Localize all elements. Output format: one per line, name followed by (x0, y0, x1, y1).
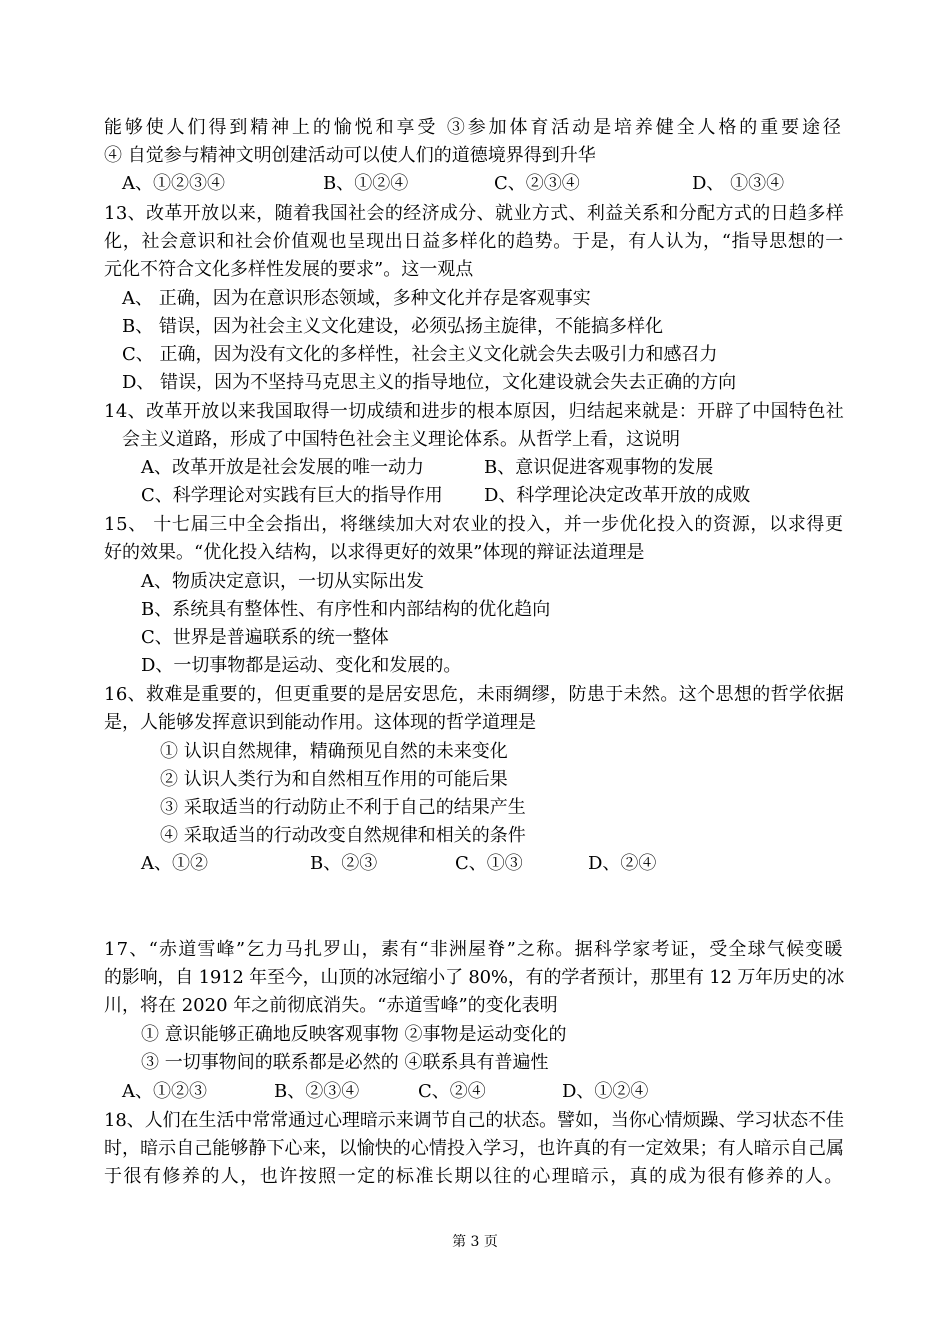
answer-option: B、②③ (310, 853, 378, 874)
text-line: 元化不符合文化多样性发展的要求”。这一观点 (104, 259, 474, 280)
answer-option: D、②④ (588, 853, 657, 874)
text-line: C、世界是普遍联系的统一整体 (141, 627, 389, 648)
text-line: 会主义道路，形成了中国特色社会主义理论体系。从哲学上看，这说明 (122, 429, 680, 450)
text-line: 是，人能够发挥意识到能动作用。这体现的哲学道理是 (104, 712, 536, 733)
page-number: 第 3 页 (452, 1234, 498, 1250)
answer-option: D、①②④ (562, 1081, 649, 1102)
answer-option: D、 ①③④ (692, 173, 785, 194)
text-line: B、 错误，因为社会主义文化建设，必须弘扬主旋律，不能搞多样化 (122, 316, 663, 337)
answer-option: B、①②④ (323, 173, 409, 194)
answer-option: C、②④ (418, 1081, 486, 1102)
text-line: 13、改革开放以来，随着我国社会的经济成分、就业方式、利益关系和分配方式的日趋多样 (104, 203, 845, 224)
answer-option: C、①③ (455, 853, 523, 874)
answer-option: C、科学理论对实践有巨大的指导作用 (141, 485, 443, 506)
text-line: ③ 采取适当的行动防止不利于自己的结果产生 (160, 797, 526, 818)
text-line: ③ 一切事物间的联系都是必然的 ④联系具有普遍性 (141, 1052, 549, 1073)
text-line: 15、 十七届三中全会指出，将继续加大对农业的投入，并一步优化投入的资源，以求得更 (104, 514, 844, 535)
text-line: D、 错误，因为不坚持马克思主义的指导地位，文化建设就会失去正确的方向 (122, 372, 737, 393)
answer-option: A、改革开放是社会发展的唯一动力 (141, 457, 424, 478)
text-line: ② 认识人类行为和自然相互作用的可能后果 (160, 769, 508, 790)
text-line: A、 正确，因为在意识形态领域，多种文化并存是客观事实 (122, 288, 591, 309)
text-line: 16、救难是重要的，但更重要的是居安思危，未雨绸缪，防患于未然。这个思想的哲学依据 (104, 684, 845, 705)
answer-option: D、科学理论决定改革开放的成败 (484, 485, 751, 506)
text-line: 于很有修养的人，也许按照一定的标准长期以往的心理暗示，真的成为很有修养的人。 (104, 1166, 844, 1187)
answer-option: B、意识促进客观事物的发展 (484, 457, 714, 478)
text-line: A、物质决定意识，一切从实际出发 (141, 571, 424, 592)
answer-option: C、②③④ (494, 173, 580, 194)
text-line: ① 认识自然规律，精确预见自然的未来变化 (160, 741, 508, 762)
answer-option: A、①② (141, 853, 208, 874)
text-line: 18、人们在生活中常常通过心理暗示来调节自己的状态。譬如，当你心情烦躁、学习状态不佳 (104, 1110, 844, 1131)
text-line: 时，暗示自己能够静下心来，以愉快的心情投入学习，也许真的有一定效果；有人暗示自己属 (104, 1138, 845, 1159)
answer-option: B、②③④ (274, 1081, 360, 1102)
text-line: 的影响，自 1912 年至今，山顶的冰冠缩小了 80%，有的学者预计，那里有 12 万年历史的冰 (104, 967, 845, 988)
text-line: 好的效果。“优化投入结构，以求得更好的效果”体现的辩证法道理是 (104, 542, 645, 563)
text-line: ④ 采取适当的行动改变自然规律和相关的条件 (160, 825, 526, 846)
text-line: 17、“赤道雪峰”乞力马扎罗山，素有“非洲屋脊”之称。据科学家考证，受全球气候变暖 (104, 939, 844, 960)
text-line: ④ 自觉参与精神文明创建活动可以使人们的道德境界得到升华 (104, 145, 596, 166)
text-line: B、系统具有整体性、有序性和内部结构的优化趋向 (141, 599, 551, 620)
text-line: C、 正确，因为没有文化的多样性，社会主义文化就会失去吸引力和感召力 (122, 344, 718, 365)
text-line: 化，社会意识和社会价值观也呈现出日益多样化的趋势。于是，有人认为，“指导思想的一 (104, 231, 844, 252)
text-line: 能够使人们得到精神上的愉悦和享受 ③参加体育活动是培养健全人格的重要途径 (104, 117, 844, 138)
text-line: 川，将在 2020 年之前彻底消失。“赤道雪峰”的变化表明 (104, 995, 558, 1016)
answer-option: A、①②③④ (122, 173, 225, 194)
text-line: D、一切事物都是运动、变化和发展的。 (141, 655, 462, 676)
text-line: ① 意识能够正确地反映客观事物 ②事物是运动变化的 (141, 1024, 567, 1045)
text-line: 14、改革开放以来我国取得一切成绩和进步的根本原因，归结起来就是：开辟了中国特色社 (104, 401, 845, 422)
answer-option: A、①②③ (122, 1081, 207, 1102)
